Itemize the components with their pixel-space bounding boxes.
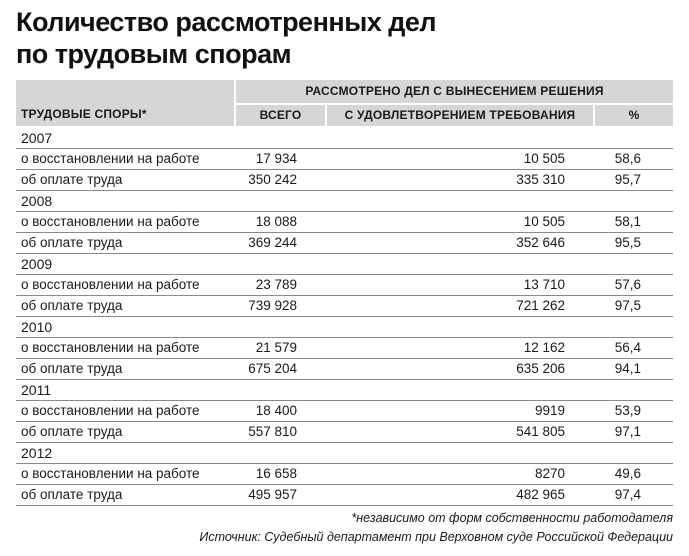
cell-all: 557 810	[234, 422, 325, 443]
source-note: Источник: Судебный департамент при Верховном суде Российской Федерации	[199, 530, 673, 544]
cell-percent: 57,6	[593, 275, 673, 296]
year-label: 2008	[16, 191, 673, 212]
row-label: о восстановлении на работе	[16, 149, 234, 170]
cell-percent: 97,4	[593, 485, 673, 506]
table-row	[16, 464, 673, 485]
cell-satisfied: 335 310	[325, 170, 593, 191]
page-title	[16, 6, 436, 70]
cell-satisfied: 13 710	[325, 275, 593, 296]
table-row	[16, 233, 673, 254]
row-label: об оплате труда	[16, 170, 234, 191]
year-row	[16, 317, 673, 338]
cell-all: 739 928	[234, 296, 325, 317]
cell-percent: 58,1	[593, 212, 673, 233]
cell-satisfied: 10 505	[325, 149, 593, 170]
table-row	[16, 338, 673, 359]
year-row	[16, 191, 673, 212]
cell-percent: 53,9	[593, 401, 673, 422]
cell-satisfied: 12 162	[325, 338, 593, 359]
cell-satisfied: 635 206	[325, 359, 593, 380]
labor-disputes-table-container	[16, 80, 673, 506]
cell-all: 18 088	[234, 212, 325, 233]
cell-all: 16 658	[234, 464, 325, 485]
header-group-considered: РАССМОТРЕНО ДЕЛ С ВЫНЕСЕНИЕМ РЕШЕНИЯ	[234, 80, 673, 105]
title-line-1: Количество рассмотренных дел	[16, 7, 437, 37]
cell-percent: 95,5	[593, 233, 673, 254]
year-label: 2009	[16, 254, 673, 275]
cell-satisfied: 10 505	[325, 212, 593, 233]
cell-percent: 49,6	[593, 464, 673, 485]
year-label: 2011	[16, 380, 673, 401]
table-row	[16, 422, 673, 443]
year-row	[16, 380, 673, 401]
cell-percent: 58,6	[593, 149, 673, 170]
cell-all: 495 957	[234, 485, 325, 506]
cell-all: 350 242	[234, 170, 325, 191]
labor-disputes-table	[16, 80, 673, 506]
header-row-1	[16, 80, 673, 105]
row-label: об оплате труда	[16, 233, 234, 254]
cell-percent: 94,1	[593, 359, 673, 380]
cell-all: 369 244	[234, 233, 325, 254]
row-label: о восстановлении на работе	[16, 275, 234, 296]
cell-satisfied: 541 805	[325, 422, 593, 443]
cell-percent: 95,7	[593, 170, 673, 191]
header-disputes: ТРУДОВЫЕ СПОРЫ*	[16, 80, 234, 128]
table-row	[16, 296, 673, 317]
year-row	[16, 443, 673, 464]
table-header	[16, 80, 673, 128]
table-row	[16, 170, 673, 191]
cell-satisfied: 352 646	[325, 233, 593, 254]
cell-all: 18 400	[234, 401, 325, 422]
row-label: об оплате труда	[16, 485, 234, 506]
year-label: 2010	[16, 317, 673, 338]
table-row	[16, 359, 673, 380]
year-row	[16, 254, 673, 275]
cell-satisfied: 9919	[325, 401, 593, 422]
cell-percent: 97,5	[593, 296, 673, 317]
row-label: об оплате труда	[16, 296, 234, 317]
cell-percent: 97,1	[593, 422, 673, 443]
year-label: 2012	[16, 443, 673, 464]
cell-satisfied: 721 262	[325, 296, 593, 317]
row-label: о восстановлении на работе	[16, 338, 234, 359]
year-row	[16, 128, 673, 149]
year-label: 2007	[16, 128, 673, 149]
cell-all: 21 579	[234, 338, 325, 359]
row-label: о восстановлении на работе	[16, 212, 234, 233]
table-row	[16, 401, 673, 422]
table-body	[16, 128, 673, 506]
table-row	[16, 149, 673, 170]
cell-satisfied: 482 965	[325, 485, 593, 506]
header-percent: %	[593, 105, 673, 128]
title-line-2: по трудовым спорам	[16, 39, 292, 69]
row-label: о восстановлении на работе	[16, 464, 234, 485]
table-row	[16, 275, 673, 296]
table-row	[16, 485, 673, 506]
header-satisfied: С УДОВЛЕТВОРЕНИЕМ ТРЕБОВАНИЯ	[325, 105, 593, 128]
row-label: о восстановлении на работе	[16, 401, 234, 422]
cell-all: 23 789	[234, 275, 325, 296]
table-row	[16, 212, 673, 233]
header-all: ВСЕГО	[234, 105, 325, 128]
cell-all: 675 204	[234, 359, 325, 380]
row-label: об оплате труда	[16, 359, 234, 380]
cell-satisfied: 8270	[325, 464, 593, 485]
footnote: *независимо от форм собственности работодателя	[351, 511, 673, 525]
row-label: об оплате труда	[16, 422, 234, 443]
cell-all: 17 934	[234, 149, 325, 170]
cell-percent: 56,4	[593, 338, 673, 359]
